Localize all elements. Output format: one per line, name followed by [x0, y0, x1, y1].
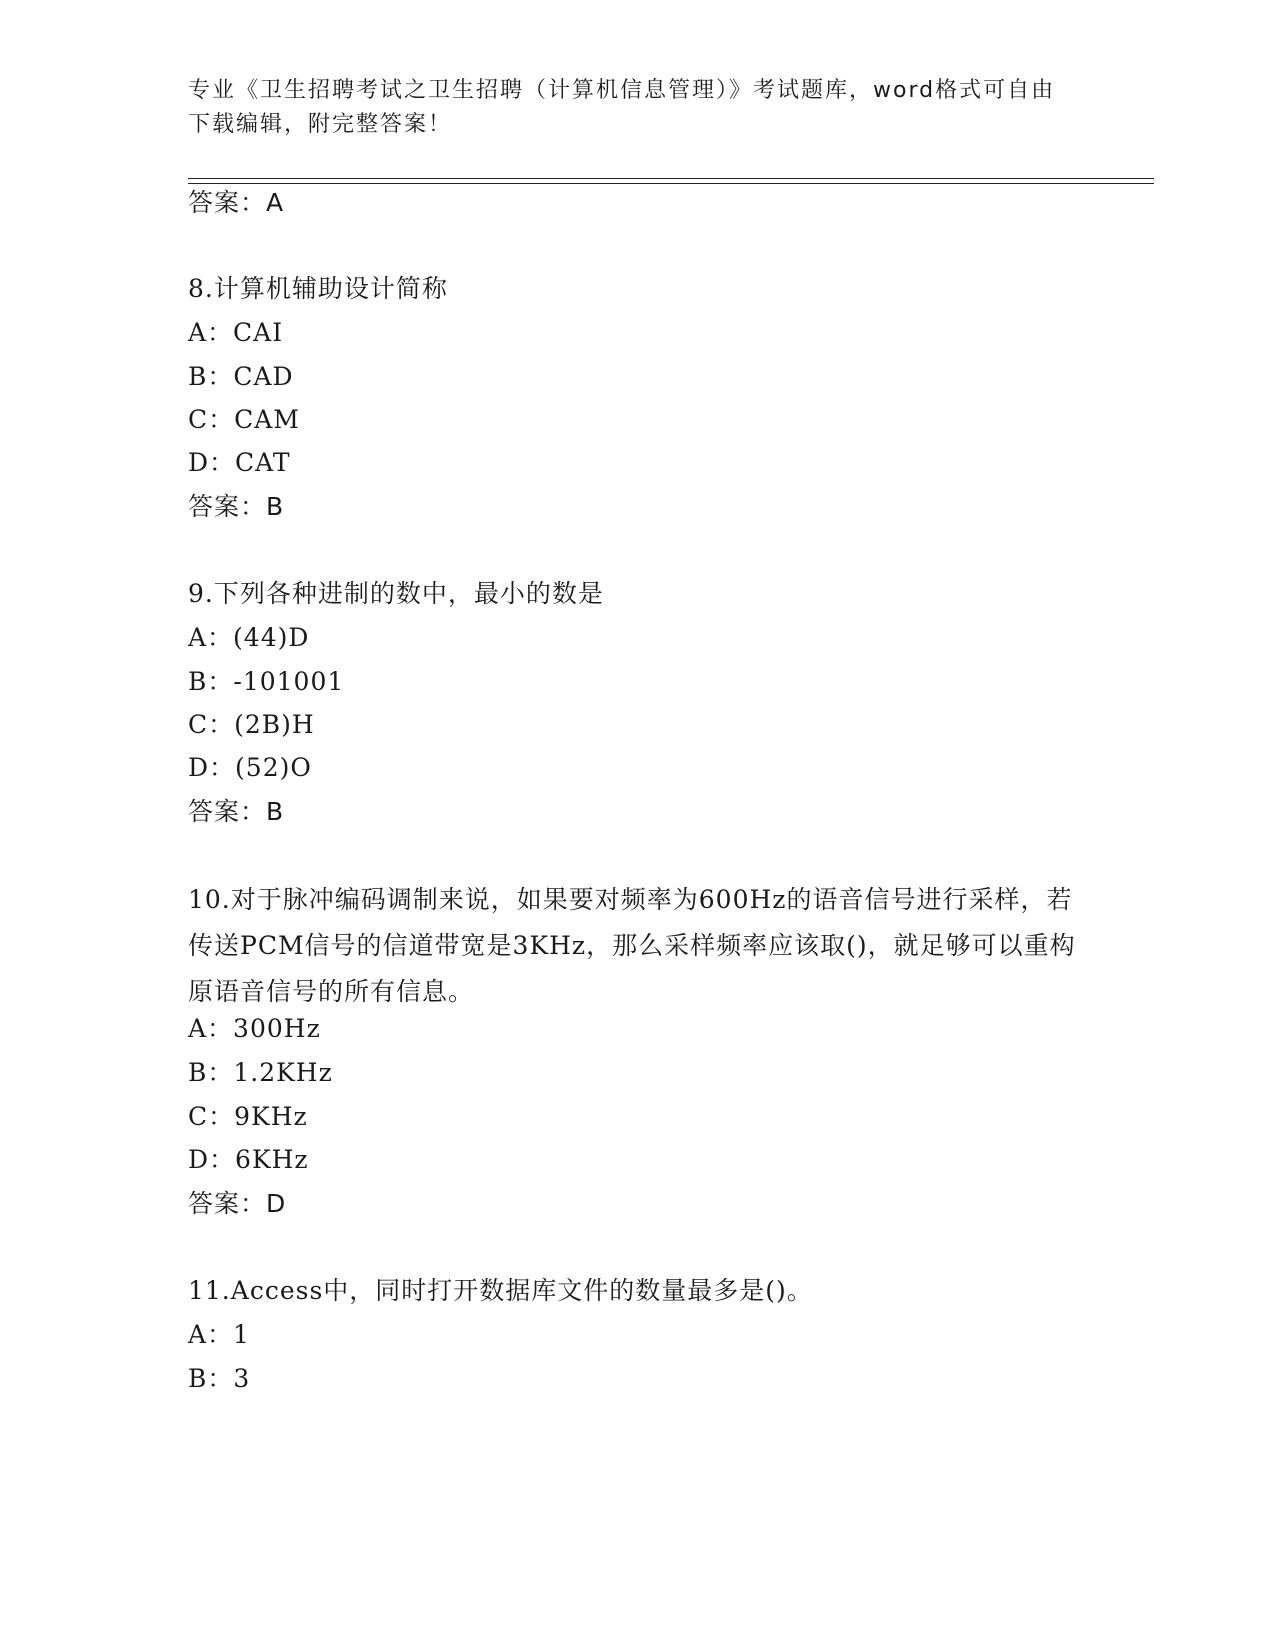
question-10-option-c: C：9KHz — [188, 1102, 308, 1131]
question-9-option-d: D：(52)O — [188, 753, 312, 782]
question-9-option-a: A：(44)D — [188, 623, 310, 652]
question-8-option-d: D：CAT — [188, 448, 291, 477]
answer-line: 答案：A — [188, 188, 285, 217]
question-11-option-a: A：1 — [188, 1320, 250, 1349]
question-10-text: 10.对于脉冲编码调制来说，如果要对频率为600Hz的语音信号进行采样，若传送PCM信号的信道带宽是3KHz，那么采样频率应该取()，就足够可以重构原语音信号的所有信息。 — [188, 885, 1076, 1006]
question-11-text: 11.Access中，同时打开数据库文件的数量最多是()。 — [188, 1276, 813, 1305]
question-8-answer: 答案：B — [188, 492, 285, 521]
question-8-option-a: A：CAI — [188, 318, 284, 347]
question-10-option-b: B：1.2KHz — [188, 1058, 333, 1087]
question-10-option-d: D：6KHz — [188, 1145, 309, 1174]
question-9-answer: 答案：B — [188, 797, 285, 826]
question-9-text: 9.下列各种进制的数中，最小的数是 — [188, 579, 604, 608]
header-text: 专业《卫生招聘考试之卫生招聘（计算机信息管理）》考试题库，word格式可自由下载编辑，附完整答案！ — [188, 78, 1056, 137]
header-divider — [188, 178, 1154, 184]
question-8-text: 8.计算机辅助设计简称 — [188, 274, 448, 303]
question-8-option-c: C：CAM — [188, 405, 300, 434]
question-11-option-b: B：3 — [188, 1364, 251, 1393]
question-10-answer: 答案：D — [188, 1189, 287, 1218]
question-9-option-c: C：(2B)H — [188, 710, 315, 739]
question-8-option-b: B：CAD — [188, 362, 294, 391]
question-9-option-b: B：-101001 — [188, 667, 345, 696]
question-10-option-a: A：300Hz — [188, 1014, 321, 1043]
